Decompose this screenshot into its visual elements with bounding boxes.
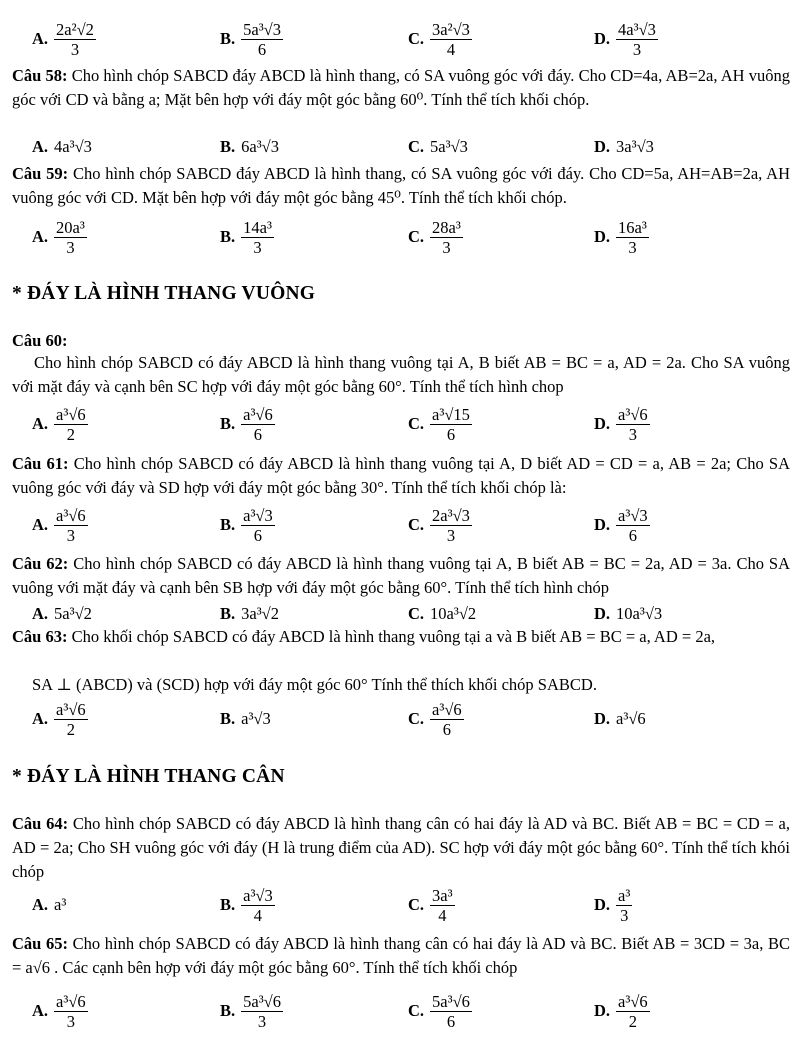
fraction-numerator: a³√3 (618, 505, 648, 525)
option-fraction (430, 506, 472, 545)
fraction-denominator: 3 (66, 525, 75, 545)
option-fraction (430, 405, 472, 444)
fraction-numerator: a³√6 (618, 991, 648, 1011)
option-fraction (54, 20, 96, 59)
q65-option-c (408, 988, 472, 1034)
fraction-numerator: a³√6 (56, 505, 86, 525)
fraction-denominator: 3 (628, 424, 637, 444)
q61-question (12, 452, 790, 500)
fraction-numerator: a³√6 (243, 404, 273, 424)
option-letter: A. (32, 515, 49, 534)
fraction-numerator: a³√3 (243, 505, 273, 525)
q59-option-a (32, 214, 87, 260)
fraction-denominator: 4 (446, 39, 456, 59)
option-letter: C. (408, 137, 425, 156)
option-value: 10a³√3 (616, 604, 663, 623)
option-fraction (616, 405, 650, 444)
fraction-numerator: a³√15 (432, 404, 470, 424)
option-value: 5a³√2 (54, 604, 92, 623)
fraction-numerator: 2a²√2 (56, 19, 94, 39)
q57-option-a (32, 16, 96, 62)
q64-label: Câu 64: (12, 814, 69, 833)
fraction-numerator: 5a³√3 (243, 19, 281, 39)
option-fraction (241, 218, 274, 257)
fraction-denominator: 6 (446, 1011, 456, 1031)
q59-option-d (594, 214, 649, 260)
q57-option-b (220, 16, 283, 62)
q57-option-c (408, 16, 472, 62)
option-value: a³ (54, 895, 67, 914)
q57-options (0, 16, 800, 62)
q61-option-a (32, 502, 88, 548)
option-letter: A. (32, 137, 49, 156)
q63-text-2: SA ⊥ (ABCD) và (SCD) hợp với đáy một góc 60° Tính thể thích khối chóp SABCD. (32, 675, 597, 694)
option-fraction (241, 886, 275, 925)
option-letter: D. (594, 137, 611, 156)
q60-text: Cho hình chóp SABCD có đáy ABCD là hình thang vuông tại A, B biết AB = BC = a, AD = 2a. Cho SA vuông với mặt đáy và cạnh bên SC hợp với đáy một góc bằng 60°. Tính thể tích hình chop (12, 353, 790, 396)
q65-label: Câu 65: (12, 934, 68, 953)
fraction-denominator: 3 (70, 39, 80, 59)
option-fraction (616, 506, 650, 545)
q60-option-c (408, 401, 472, 447)
option-letter: C. (408, 895, 425, 914)
option-letter: B. (220, 227, 236, 246)
option-letter: C. (408, 29, 425, 48)
fraction-numerator: a³ (618, 885, 631, 905)
q63-text: Cho khối chóp SABCD có đáy ABCD là hình thang vuông tại a và B biết AB = BC = a, AD = 2a, (71, 627, 716, 646)
option-letter: C. (408, 414, 425, 433)
option-value: 10a³√2 (430, 604, 477, 623)
q58-question (12, 64, 790, 112)
option-value: 3a³√2 (241, 604, 279, 623)
option-value: 6a³√3 (241, 137, 279, 156)
fraction-denominator: 4 (253, 905, 263, 925)
q62-label: Câu 62: (12, 554, 69, 573)
option-value: 4a³√3 (54, 137, 92, 156)
q63-option-d (594, 696, 646, 742)
q61-option-c (408, 502, 472, 548)
option-letter: B. (220, 1001, 236, 1020)
option-letter: C. (408, 227, 425, 246)
fraction-numerator: 20a³ (56, 217, 85, 237)
q57-option-d (594, 16, 658, 62)
q58-label: Câu 58: (12, 66, 68, 85)
option-letter: A. (32, 604, 49, 623)
fraction-numerator: a³√6 (56, 699, 86, 719)
option-fraction (430, 218, 463, 257)
section-heading-right-trapezoid: * ĐÁY LÀ HÌNH THANG VUÔNG (12, 283, 316, 304)
q61-text: Cho hình chóp SABCD có đáy ABCD là hình thang vuông tại A, D biết AD = CD = a, AB = 2a; Cho SA vuông góc với đáy và SD hợp với đáy một góc bằng 30°. Tính thể tích khối chóp là: (12, 454, 790, 497)
q60-label-line (12, 329, 790, 353)
option-fraction (54, 218, 87, 257)
fraction-denominator: 2 (66, 719, 75, 739)
option-fraction (430, 886, 455, 925)
fraction-numerator: 5a³√6 (432, 991, 470, 1011)
fraction-numerator: 4a³√3 (618, 19, 656, 39)
fraction-denominator: 6 (257, 39, 267, 59)
fraction-denominator: 3 (632, 39, 642, 59)
option-letter: A. (32, 414, 49, 433)
fraction-denominator: 6 (253, 525, 263, 545)
fraction-numerator: 14a³ (243, 217, 272, 237)
option-letter: B. (220, 515, 236, 534)
q59-question (12, 162, 790, 210)
q63-option-b (220, 696, 271, 742)
option-fraction (54, 506, 88, 545)
option-letter: A. (32, 29, 49, 48)
option-letter: D. (594, 515, 611, 534)
option-fraction (54, 405, 88, 444)
option-fraction (616, 218, 649, 257)
fraction-denominator: 2 (628, 1011, 637, 1031)
option-fraction (430, 700, 464, 739)
q65-option-b (220, 988, 283, 1034)
option-letter: A. (32, 895, 49, 914)
option-letter: D. (594, 414, 611, 433)
fraction-denominator: 4 (438, 905, 447, 925)
fraction-denominator: 6 (628, 525, 637, 545)
option-value: 5a³√3 (430, 137, 468, 156)
option-letter: B. (220, 414, 236, 433)
fraction-denominator: 3 (66, 1011, 75, 1031)
q64-option-b (220, 882, 275, 928)
q63-option-c (408, 696, 464, 742)
fraction-numerator: a³√6 (618, 404, 648, 424)
option-letter: C. (408, 1001, 425, 1020)
fraction-numerator: a³√6 (56, 991, 86, 1011)
option-letter: D. (594, 227, 611, 246)
fraction-denominator: 3 (628, 237, 637, 257)
q60-option-b (220, 401, 275, 447)
q65-option-a (32, 988, 88, 1034)
q59-options (0, 214, 800, 260)
q61-option-d (594, 502, 650, 548)
q59-option-b (220, 214, 274, 260)
q63-option-a (32, 696, 88, 742)
option-fraction (241, 405, 275, 444)
option-fraction (616, 20, 658, 59)
fraction-denominator: 3 (66, 237, 75, 257)
q61-label: Câu 61: (12, 454, 69, 473)
option-letter: D. (594, 29, 611, 48)
q60-label: Câu 60: (12, 331, 68, 350)
q65-text: Cho hình chóp SABCD có đáy ABCD là hình thang cân có hai đáy là AD và BC. Biết AB = 3CD = 3a, BC = a√6 . Các cạnh bên hợp với đáy một góc bằng 60°. Tính thể tích khối chóp (12, 934, 791, 977)
option-fraction (616, 992, 650, 1031)
q64-option-a (32, 882, 66, 928)
fraction-numerator: a³√6 (56, 404, 86, 424)
fraction-denominator: 3 (620, 905, 629, 925)
q60-option-d (594, 401, 650, 447)
option-letter: D. (594, 604, 611, 623)
option-letter: D. (594, 709, 611, 728)
q64-option-d (594, 882, 632, 928)
option-fraction (241, 992, 283, 1031)
q60-options (0, 401, 800, 447)
q59-text: Cho hình chóp SABCD đáy ABCD là hình thang, có SA vuông góc với đáy. Cho CD=5a, AH=AB=2a, AH vuông góc với CD. Mặt bên hợp với đáy một góc bằng 45⁰. Tính thể tích khối chóp. (12, 164, 791, 207)
option-value: a³√6 (616, 709, 646, 728)
q60-option-a (32, 401, 88, 447)
option-letter: B. (220, 709, 236, 728)
option-value: a³√3 (241, 709, 271, 728)
option-fraction (430, 20, 472, 59)
option-letter: B. (220, 604, 236, 623)
fraction-denominator: 3 (442, 237, 451, 257)
q64-question (12, 812, 790, 884)
option-fraction (241, 20, 283, 59)
fraction-numerator: 28a³ (432, 217, 461, 237)
fraction-numerator: 2a³√3 (432, 505, 470, 525)
q63-label: Câu 63: (12, 627, 68, 646)
option-letter: C. (408, 709, 425, 728)
q64-option-c (408, 882, 455, 928)
fraction-numerator: 3a²√3 (432, 19, 470, 39)
fraction-numerator: 3a³ (432, 885, 453, 905)
q63-options (0, 696, 800, 742)
fraction-denominator: 6 (446, 424, 456, 444)
option-letter: A. (32, 1001, 49, 1020)
option-letter: A. (32, 227, 49, 246)
option-letter: B. (220, 29, 236, 48)
q64-text: Cho hình chóp SABCD có đáy ABCD là hình thang cân có hai đáy là AD và BC. Biết AB = BC = CD = a, AD = 2a; Cho SH vuông góc với đáy (H là trung điểm của AD). SC hợp với đáy một góc bằng 60°. Tính thể tích khói chóp (12, 814, 790, 881)
option-letter: B. (220, 137, 236, 156)
option-fraction (54, 700, 88, 739)
option-letter: C. (408, 515, 425, 534)
fraction-denominator: 3 (257, 1011, 267, 1031)
option-letter: D. (594, 1001, 611, 1020)
q61-options (0, 502, 800, 548)
q61-option-b (220, 502, 275, 548)
q65-question (12, 932, 790, 980)
q62-text: Cho hình chóp SABCD có đáy ABCD là hình thang vuông tại A, B biết AB = BC = 2a, AD = 3a. Cho SA vuông với mặt đáy và cạnh bên SB hợp với đáy một góc bằng 60°. Tính thể tích hình chóp (12, 554, 791, 597)
option-fraction (430, 992, 472, 1031)
fraction-numerator: 16a³ (618, 217, 647, 237)
fraction-denominator: 6 (253, 424, 263, 444)
fraction-numerator: 5a³√6 (243, 991, 281, 1011)
q65-option-d (594, 988, 650, 1034)
fraction-denominator: 3 (446, 525, 456, 545)
option-letter: C. (408, 604, 425, 623)
option-fraction (54, 992, 88, 1031)
option-fraction (616, 886, 632, 925)
option-letter: B. (220, 895, 236, 914)
fraction-numerator: a³√3 (243, 885, 273, 905)
option-letter: D. (594, 895, 611, 914)
q63-question (12, 625, 790, 649)
fraction-denominator: 6 (442, 719, 451, 739)
option-fraction (241, 506, 275, 545)
fraction-numerator: a³√6 (432, 699, 462, 719)
fraction-denominator: 3 (253, 237, 262, 257)
q64-options (0, 882, 800, 928)
q59-option-c (408, 214, 463, 260)
fraction-denominator: 2 (66, 424, 75, 444)
q65-options (0, 988, 800, 1034)
q58-text: Cho hình chóp SABCD đáy ABCD là hình thang, có SA vuông góc với đáy. Cho CD=4a, AB=2a, AH vuông góc với CD và bằng a; Mặt bên hợp với đáy một góc bằng 60⁰. Tính thể tích khối chóp. (12, 66, 791, 109)
option-value: 3a³√3 (616, 137, 654, 156)
section-heading-isosceles-trapezoid: * ĐÁY LÀ HÌNH THANG CÂN (12, 766, 285, 787)
q59-label: Câu 59: (12, 164, 69, 183)
option-letter: A. (32, 709, 49, 728)
